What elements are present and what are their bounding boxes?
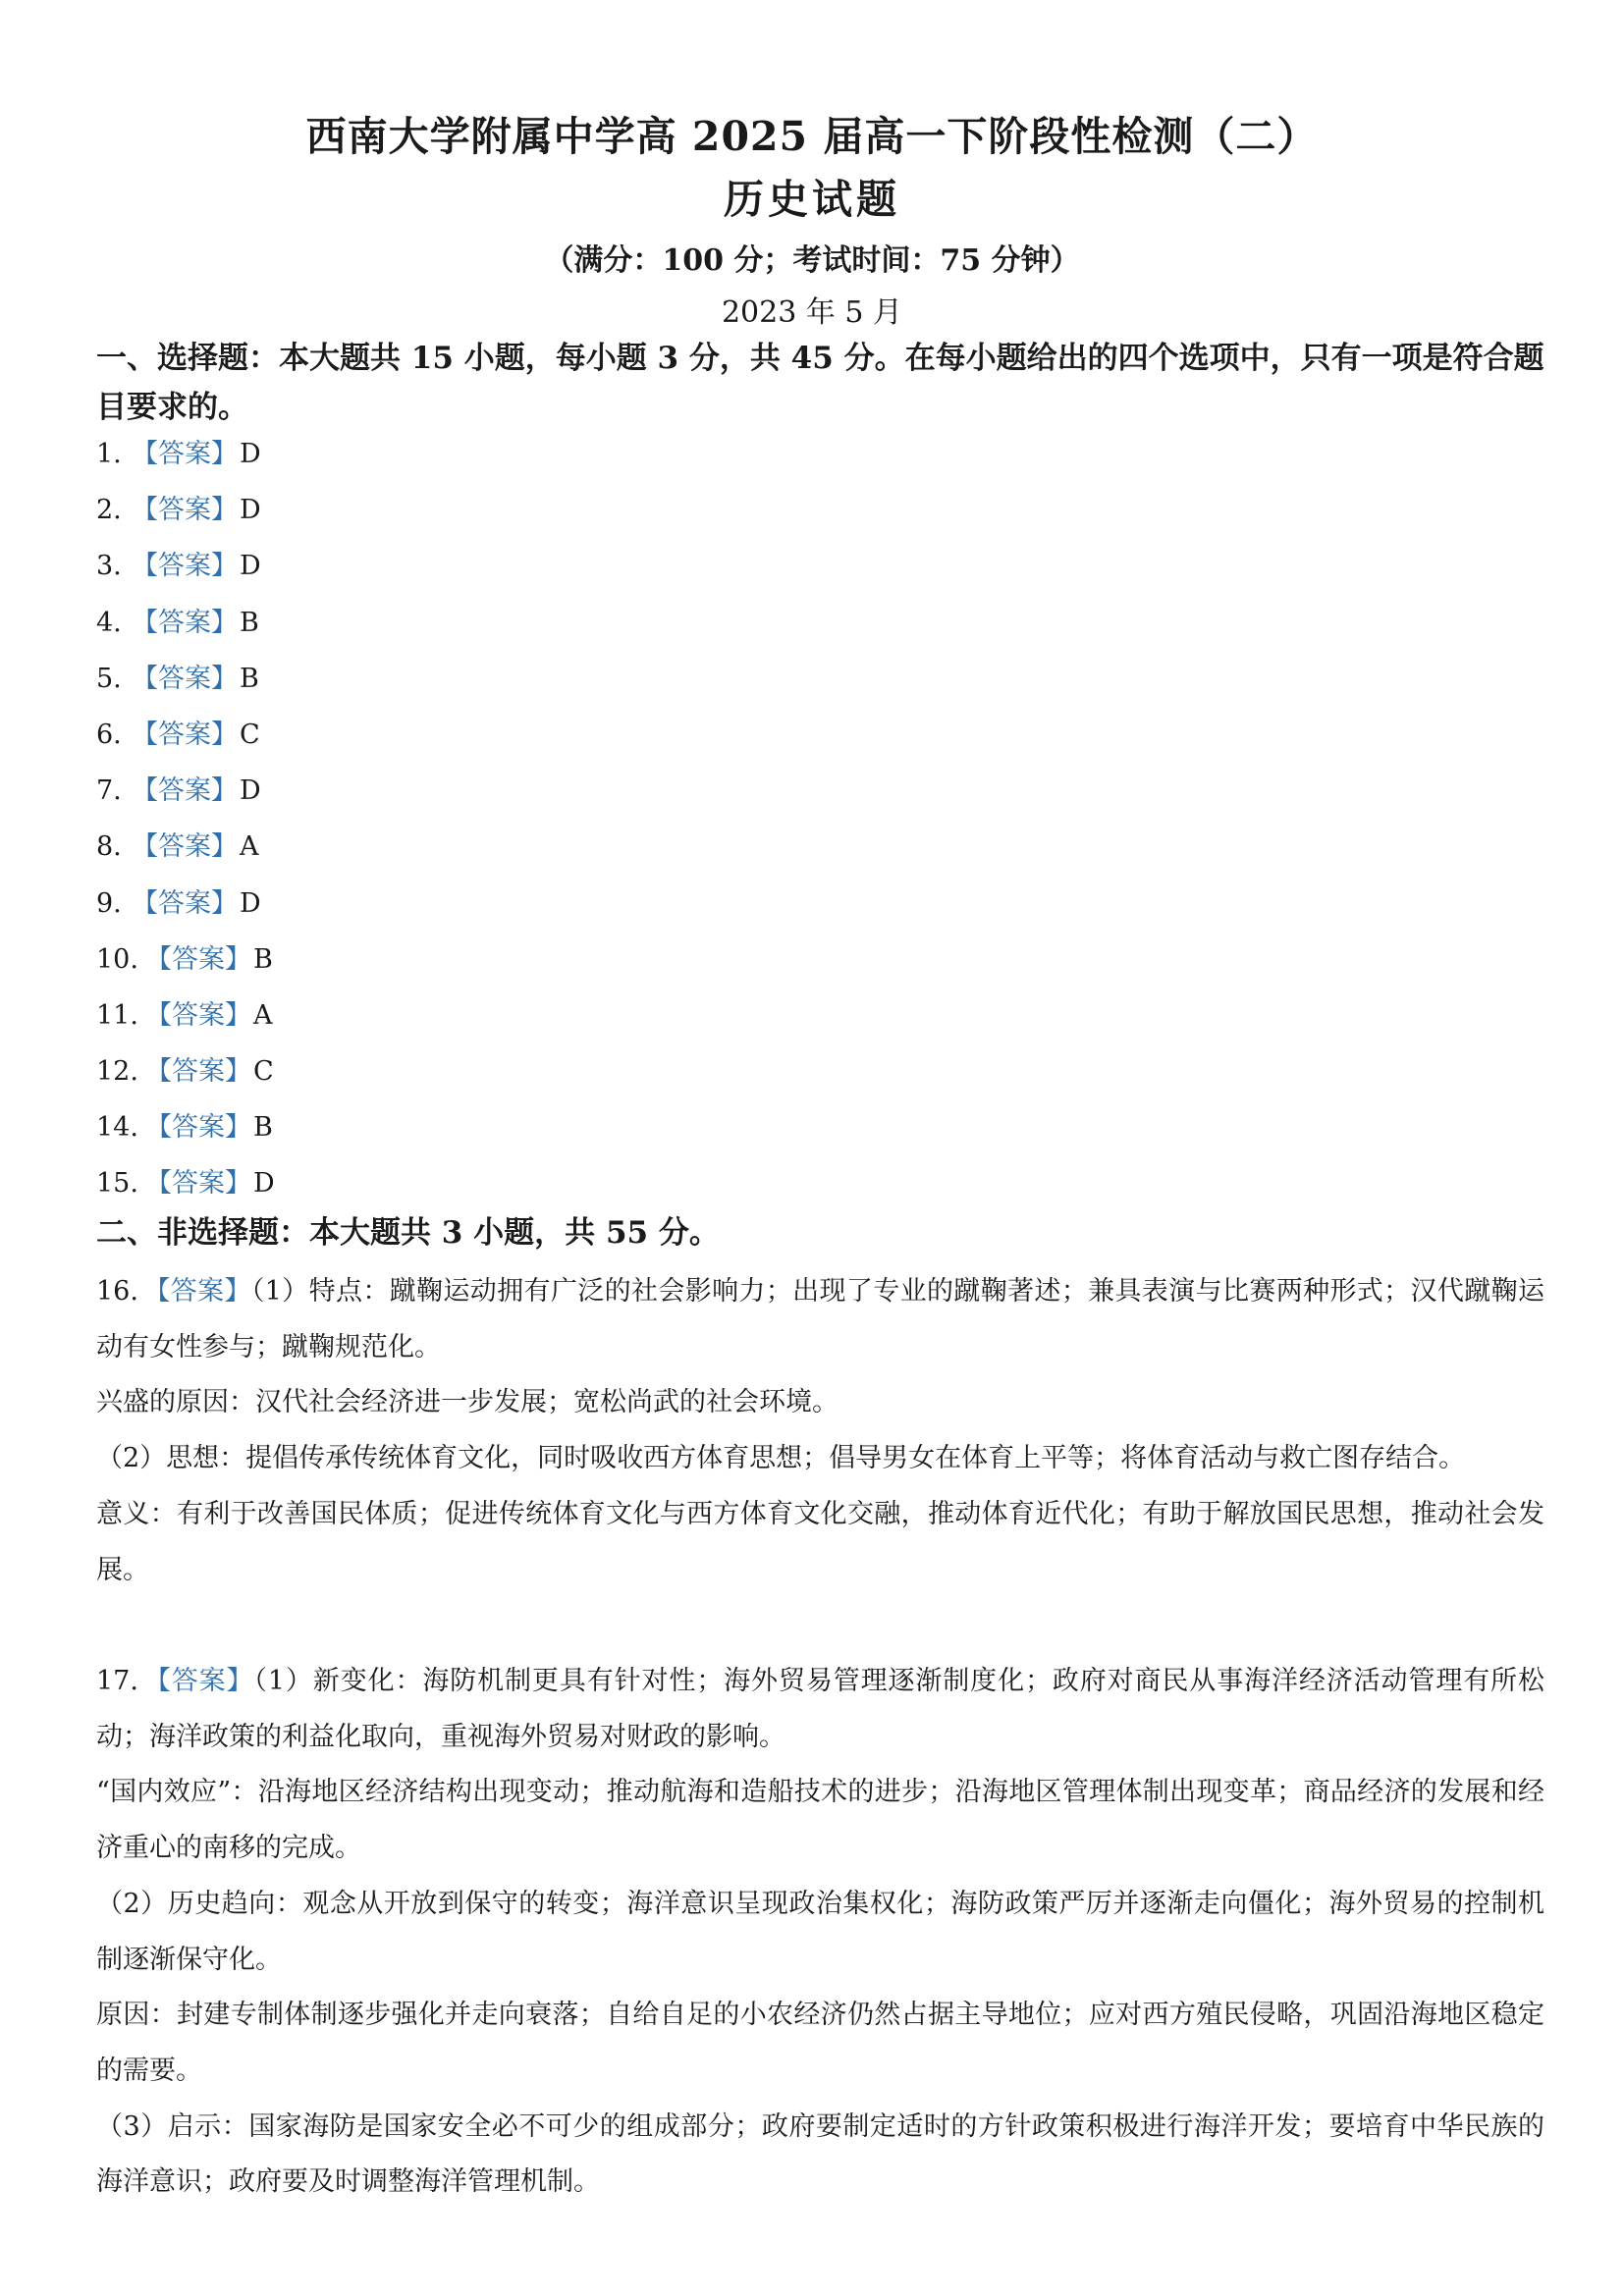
answer-value: D (240, 495, 261, 526)
question-17-answer (96, 1654, 1544, 2211)
answer-tag: 【答案】 (132, 663, 238, 694)
answer-row (96, 491, 685, 547)
answer-number: 10. (96, 943, 138, 975)
q16-paragraph-1 (96, 1264, 1544, 1375)
q16-number: 16. (96, 1276, 138, 1307)
answer-row (96, 996, 685, 1052)
answer-list (96, 435, 685, 1221)
answer-value: D (240, 551, 261, 582)
answer-value: D (240, 887, 261, 919)
answer-tag: 【答案】 (132, 719, 238, 750)
answer-value: D (240, 775, 261, 807)
answer-tag: 【答案】 (145, 1056, 251, 1088)
q17-paragraph-3: （2）历史趋向：观念从开放到保守的转变；海洋意识呈现政治集权化；海防政策严厉并逐渐走向僵化；海外贸易的控制机制逐渐保守化。 (96, 1888, 1544, 1975)
q16-answer-tag: 【答案】 (143, 1276, 251, 1307)
answer-tag: 【答案】 (132, 551, 238, 582)
q16-paragraph-4: 意义：有利于改善国民体质；促进传统体育文化与西方体育文化交融，推动体育近代化；有助于解放国民思想，推动社会发展。 (96, 1498, 1544, 1585)
q17-paragraph-2: “国内效应”：沿海地区经济结构出现变动；推动航海和造船技术的进步；沿海地区管理体制出现变革；商品经济的发展和经济重心的南移的完成。 (96, 1777, 1544, 1864)
answer-value: D (240, 439, 261, 469)
answer-row (96, 547, 685, 603)
q17-paragraph-1 (96, 1654, 1544, 1765)
answer-tag: 【答案】 (145, 1168, 251, 1200)
section1-heading: 一、选择题：本大题共 15 小题，每小题 3 分，共 45 分。在每小题给出的四个选项中，只有一项是符合题目要求的。 (96, 341, 1544, 425)
q17-text-1: （1）新变化：海防机制更具有针对性；海外贸易管理逐渐制度化；政府对商民从事海洋经济活动管理有所松动；海洋政策的利益化取向，重视海外贸易对财政的影响。 (96, 1666, 1544, 1752)
answer-number: 9. (96, 887, 122, 919)
answer-number: 1. (96, 439, 122, 469)
answer-value: B (253, 943, 273, 975)
answer-tag: 【答案】 (132, 831, 238, 863)
answer-value: B (240, 663, 259, 694)
answer-tag: 【答案】 (132, 887, 238, 919)
answer-number: 2. (96, 495, 122, 526)
answer-value: B (253, 1112, 273, 1144)
answer-number: 4. (96, 607, 122, 638)
answer-tag: 【答案】 (145, 943, 251, 975)
answer-value: D (253, 1168, 275, 1200)
answer-row (96, 604, 685, 660)
answer-row (96, 1108, 685, 1164)
exam-date: 2023 年 5 月 (721, 295, 903, 330)
answer-row (96, 940, 685, 996)
answer-number: 8. (96, 831, 122, 863)
document-title: 西南大学附属中学高 2025 届高一下阶段性检测（二） (305, 113, 1319, 160)
question-16-answer (96, 1264, 1544, 1598)
answer-value: A (240, 831, 259, 863)
answer-tag: 【答案】 (145, 999, 251, 1031)
document-subtitle: 历史试题 (724, 176, 900, 223)
answer-number: 12. (96, 1056, 138, 1088)
answer-value: B (240, 607, 259, 638)
answer-number: 15. (96, 1168, 138, 1200)
answer-number: 11. (96, 999, 138, 1031)
answer-row (96, 828, 685, 883)
q17-paragraph-5: （3）启示：国家海防是国家安全必不可少的组成部分；政府要制定适时的方针政策积极进行海洋开发；要培育中华民族的海洋意识；政府要及时调整海洋管理机制。 (96, 2110, 1544, 2198)
answer-number: 14. (96, 1112, 138, 1144)
answer-row (96, 435, 685, 491)
answer-tag: 【答案】 (132, 439, 238, 469)
answer-value: C (240, 719, 260, 750)
q17-paragraph-4: 原因：封建专制体制逐步强化并走向衰落；自给自足的小农经济仍然占据主导地位；应对西方殖民侵略，巩固沿海地区稳定的需要。 (96, 2000, 1544, 2086)
answer-tag: 【答案】 (132, 495, 238, 526)
q17-number: 17. (96, 1666, 138, 1696)
answer-row (96, 660, 685, 716)
section2-heading: 二、非选择题：本大题共 3 小题，共 55 分。 (96, 1215, 720, 1251)
score-info: （满分：100 分；考试时间：75 分钟） (544, 243, 1080, 278)
q17-answer-tag: 【答案】 (143, 1666, 254, 1696)
answer-row (96, 1052, 685, 1108)
answer-row (96, 884, 685, 940)
q16-paragraph-2: 兴盛的原因：汉代社会经济进一步发展；宽松尚武的社会环境。 (96, 1387, 839, 1418)
q16-text-1: （1）特点：蹴鞠运动拥有广泛的社会影响力；出现了专业的蹴鞠著述；兼具表演与比赛两种形式；汉代蹴鞠运动有女性参与；蹴鞠规范化。 (96, 1276, 1544, 1362)
answer-number: 3. (96, 551, 122, 582)
answer-tag: 【答案】 (132, 775, 238, 807)
q16-paragraph-3: （2）思想：提倡传承传统体育文化，同时吸收西方体育思想；倡导男女在体育上平等；将体育活动与救亡图存结合。 (96, 1443, 1466, 1474)
answer-number: 5. (96, 663, 122, 694)
answer-number: 6. (96, 719, 122, 750)
answer-tag: 【答案】 (132, 607, 238, 638)
answer-value: C (253, 1056, 274, 1088)
answer-number: 7. (96, 775, 122, 807)
answer-value: A (253, 999, 273, 1031)
answer-row (96, 716, 685, 772)
answer-row (96, 772, 685, 828)
answer-tag: 【答案】 (145, 1112, 251, 1144)
